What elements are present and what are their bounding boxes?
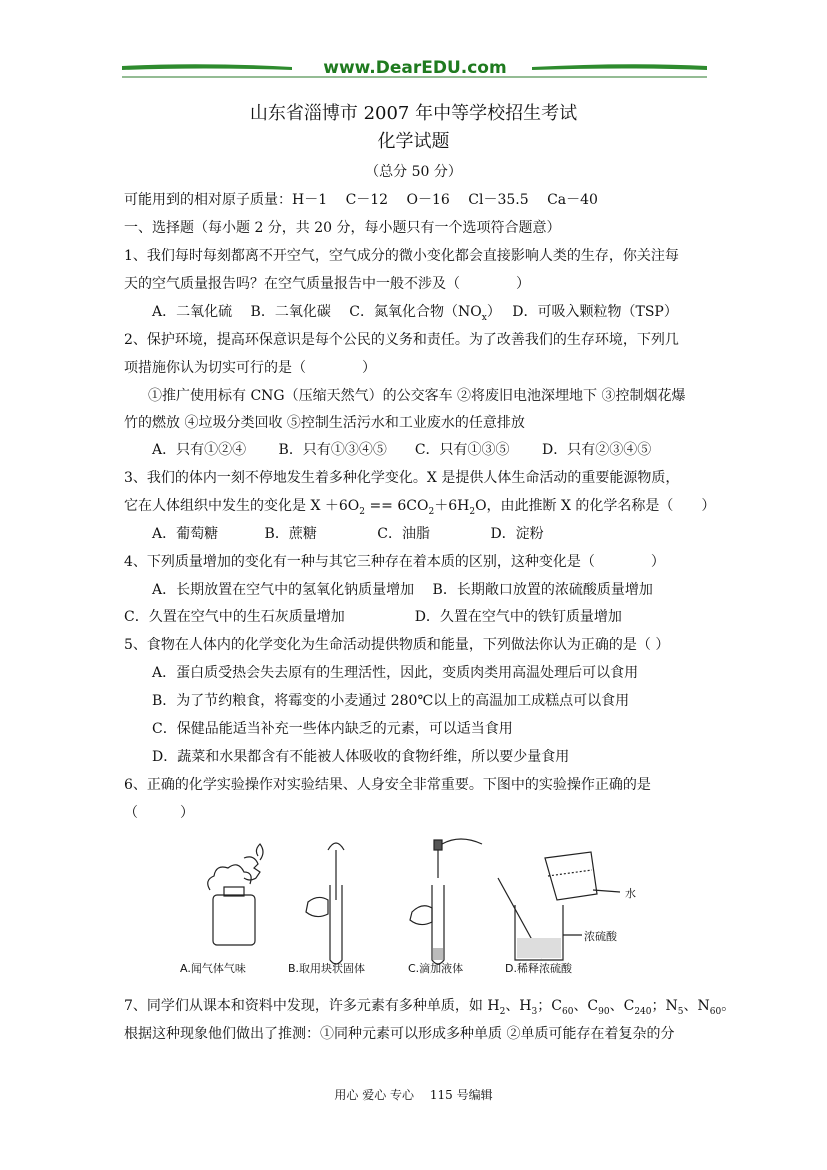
- q7-line1: [124, 996, 735, 1022]
- q7-line2: 根据这种现象他们做出了推测：①同种元素可以形成多种单质 ②单质可能存在着复杂的分: [124, 1026, 675, 1042]
- q5-option-c: C．保健品能适当补充一些体内缺乏的元素，可以适当食用: [152, 721, 513, 737]
- q6-line2: （ ）: [124, 805, 194, 821]
- caption-d: D.稀释浓硫酸: [505, 962, 572, 975]
- q4-option-ab: A．长期放置在空气中的氢氧化钠质量增加 B．长期敞口放置的浓硫酸质量增加: [152, 582, 653, 598]
- gas-jar-drawing: [208, 844, 263, 945]
- label-acid: 浓硫酸: [584, 930, 617, 943]
- q7-text-6: 、N: [683, 998, 710, 1014]
- q2-line3: ①推广使用标有 CNG（压缩天然气）的公交客车 ②将废旧电池深埋地下 ③控制烟花爆: [148, 388, 686, 404]
- caption-c: C.滴加液体: [408, 962, 464, 975]
- test-tube-solid-drawing: [306, 843, 344, 964]
- q7-text-5: ；N: [651, 998, 678, 1014]
- q2-line2: 项措施你认为切实可行的是（ ）: [124, 360, 376, 376]
- q2-line1: 2、保护环境，提高环保意识是每个公民的义务和责任。为了改善我们的生存环境，下列几: [124, 332, 679, 348]
- q5-option-a: A．蛋白质受热会失去原有的生理活性，因此，变质肉类用高温处理后可以食用: [152, 665, 639, 681]
- q3-options: A．葡萄糖 B．蔗糖 C．油脂 D．淀粉: [152, 526, 544, 542]
- site-url[interactable]: www.DearEDU.com: [323, 58, 507, 78]
- q3-line1: 3、我们的体内一刻不停地发生着多种化学变化。X 是提供人体生命活动的重要能源物质，: [124, 470, 680, 486]
- q7-sub-1: 2: [499, 1006, 506, 1017]
- dropper-drawing: [410, 839, 482, 964]
- caption-a: A.闻气体气味: [180, 962, 246, 975]
- q7-text-3: 、C: [573, 998, 599, 1014]
- q3-eq-g: O，由此推断 X 的化学名称是（ ）: [475, 498, 716, 514]
- q1-line2: 天的空气质量报告吗？在空气质量报告中一般不涉及（ ）: [124, 276, 530, 292]
- q6-line1: 6、正确的化学实验操作对实验结果、人身安全非常重要。下图中的实验操作正确的是: [124, 777, 651, 793]
- q7-sub-6: 5: [677, 1006, 684, 1017]
- q2-options: A．只有①②④ B．只有①③④⑤ C．只有①③⑤ D．只有②③④⑤: [152, 442, 652, 458]
- q7-text-a: 7、同学们从课本和资料中发现，许多元素有多种单质，如 H: [124, 998, 500, 1014]
- q7-text-1: 、H: [505, 998, 532, 1014]
- q1-options: [152, 302, 678, 328]
- exam-subtitle: 化学试题: [377, 131, 450, 152]
- q7-sub-2: 3: [531, 1006, 538, 1017]
- q7-sub-5: 240: [634, 1006, 652, 1017]
- q1-options-b: ） D．可吸入颗粒物（TSP）: [486, 304, 678, 320]
- page-footer: 用心 爱心 专心 115 号编辑: [334, 1088, 493, 1102]
- q4-option-cd: C．久置在空气中的生石灰质量增加 D．久置在空气中的铁钉质量增加: [124, 609, 622, 625]
- q7-text-4: 、C: [609, 998, 635, 1014]
- q5-option-b: B．为了节约粮食，将霉变的小麦通过 280℃以上的高温加工成糕点可以食用: [152, 693, 630, 709]
- q7-sub-4: 90: [598, 1006, 610, 1017]
- label-water: 水: [625, 887, 636, 900]
- q7-text-7: 。: [721, 998, 736, 1014]
- q7-sub-7: 60: [709, 1006, 722, 1017]
- lab-drawings: [180, 830, 650, 980]
- q1-options-sub: x: [481, 312, 487, 323]
- q3-eq-sub3: 2: [469, 506, 476, 517]
- caption-b: B.取用块状固体: [288, 962, 366, 975]
- q1-options-a: A．二氧化硫 B．二氧化碳 C．氮氧化合物（NO: [152, 304, 482, 320]
- q3-eq-a: 它在人体组织中发生的变化是 X ＋6O: [124, 498, 360, 514]
- q5-line1: 5、食物在人体内的化学变化为生命活动提供物质和能量，下列做法你认为正确的是（ ）: [124, 637, 670, 653]
- q1-line1: 1、我们每时每刻都离不开空气，空气成分的微小变化都会直接影响人类的生存，你关注每: [124, 248, 679, 264]
- atomic-masses: 可能用到的相对原子质量：H－1 C－12 O－16 Cl－35.5 Ca－40: [124, 192, 598, 208]
- site-header: [122, 58, 707, 88]
- q7-text-2: ；C: [537, 998, 562, 1014]
- q5-option-d: D．蔬菜和水果都含有不能被人体吸收的食物纤维，所以要少量食用: [152, 749, 570, 765]
- section-heading: 一、选择题（每小题 2 分，共 20 分，每小题只有一个选项符合题意）: [124, 220, 561, 236]
- q3-eq-c: == 6CO: [365, 498, 429, 514]
- q4-line1: 4、下列质量增加的变化有一种与其它三种存在着本质的区别，这种变化是（ ）: [124, 554, 665, 570]
- q2-line4: 竹的燃放 ④垃圾分类回收 ⑤控制生活污水和工业废水的任意排放: [124, 415, 525, 431]
- q3-eq-sub2: 2: [428, 506, 435, 517]
- exam-total: （总分 50 分）: [365, 164, 462, 180]
- q3-line2: [124, 496, 715, 522]
- lab-operations-figure: [180, 830, 650, 980]
- exam-title: 山东省淄博市 2007 年中等学校招生考试: [249, 103, 578, 124]
- q3-eq-e: ＋6H: [434, 498, 470, 514]
- q3-eq-sub1: 2: [359, 506, 365, 517]
- q7-sub-3: 60: [561, 1006, 574, 1017]
